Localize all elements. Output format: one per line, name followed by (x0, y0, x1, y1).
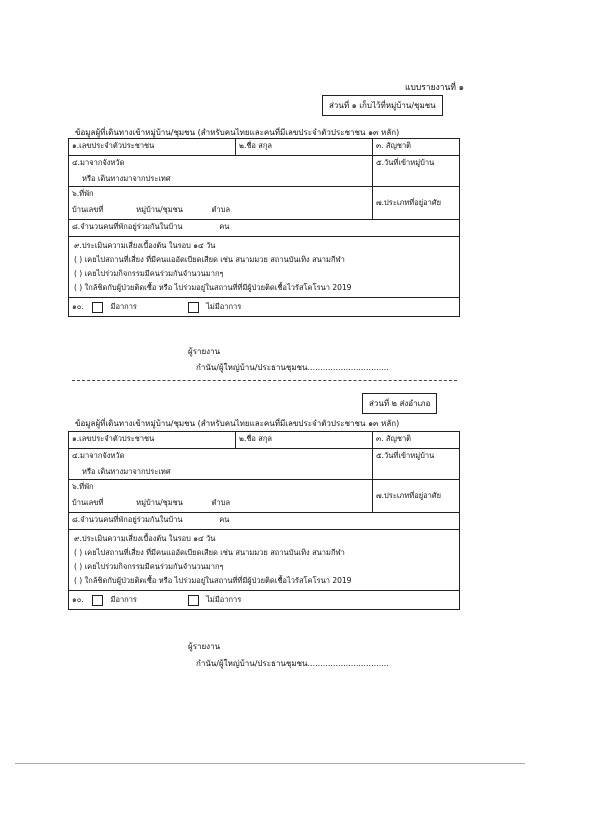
part2-label: ส่วนที่ ๒ ส่งอำเภอ (362, 393, 437, 414)
page-edge-line (15, 763, 525, 764)
village-label: หมู่บ้าน/ชุมชน (136, 498, 183, 507)
arrival-date-field[interactable] (373, 449, 460, 480)
symptom-yes-checkbox[interactable] (92, 595, 103, 606)
subdistrict-label: ตำบล (211, 498, 231, 507)
nationality-label: ๓. สัญชาติ (376, 141, 412, 150)
risk-option-contact[interactable]: ( ) ใกล้ชิดกับผู้ป่วยติดเชื้อ หรือ ไปร่วมอยู่ในสถานที่ที่มีผู้ป่วยติดเชื้อไวรัสโคโรนา 2019 (74, 576, 352, 585)
symptom-yes-label: มีอาการ (110, 302, 137, 311)
cohabitants-label: ๘.จำนวนคนที่พักอยู่ร่วมกันในบ้าน (72, 222, 183, 231)
subdistrict-label: ตำบล (211, 205, 231, 214)
origin-field[interactable] (69, 449, 373, 480)
residence-type-field[interactable] (373, 480, 460, 513)
arrival-date-label: ๕.วันที่เข้าหมู่บ้าน (376, 451, 435, 460)
risk-option-crowded[interactable]: ( ) เคยไปสถานที่เสี่ยง ที่มีคนแออัดเบียดเสียด เช่น สนามมวย สถานบันเทิง สนามกีฬา (74, 255, 345, 264)
id-number-field[interactable] (69, 139, 236, 156)
part1-label: ส่วนที่ ๑ เก็บไว้ที่หมู่บ้าน/ชุมชน (322, 95, 443, 116)
nationality-label: ๓. สัญชาติ (376, 434, 412, 443)
from-country-label: หรือ เดินทางมาจากประเทศ (82, 174, 171, 183)
part2-caption: ข้อมูลผู้ที่เดินทางเข้าหมู่บ้าน/ชุมชน (สำหรับคนไทยและคนที่มีเลขประจำตัวประชาชน ๑๓ หลัก) (75, 419, 400, 428)
risk-option-contact[interactable]: ( ) ใกล้ชิดกับผู้ป่วยติดเชื้อ หรือ ไปร่วมอยู่ในสถานที่ที่มีผู้ป่วยติดเชื้อไวรัสโคโรนา 2019 (74, 283, 352, 292)
part1-caption: ข้อมูลผู้ที่เดินทางเข้าหมู่บ้าน/ชุมชน (สำหรับคนไทยและคนที่มีเลขประจำตัวประชาชน ๑๓ หลัก) (75, 128, 400, 137)
part1-form (68, 138, 460, 317)
symptom-yes-label: มีอาการ (110, 595, 137, 604)
lodging-label: ๖.ที่พัก (72, 482, 94, 491)
lodging-field[interactable] (69, 480, 373, 513)
arrival-date-label: ๕.วันที่เข้าหมู่บ้าน (376, 158, 435, 167)
id-number-field[interactable] (69, 432, 236, 449)
part1-signer[interactable]: กำนัน/ผู้ใหญ่บ้าน/ประธานชุมชน................................ (196, 363, 389, 372)
risk-option-gathering[interactable]: ( ) เคยไปร่วมกิจกรรมมีคนร่วมกันจำนวนมากๆ (74, 562, 224, 571)
part2-form (68, 431, 460, 610)
symptom-none-checkbox[interactable] (188, 302, 199, 313)
from-country-label: หรือ เดินทางมาจากประเทศ (82, 467, 171, 476)
symptom-none-checkbox[interactable] (188, 595, 199, 606)
residence-type-label: ๗.ประเภทที่อยู่อาศัย (376, 491, 442, 500)
cohabitants-field[interactable] (69, 220, 460, 237)
cut-line (72, 380, 457, 381)
lodging-label: ๖.ที่พัก (72, 189, 94, 198)
risk-title: ๙.ประเมินความเสี่ยงเบื้องต้น ในรอบ ๑๔ วัน (74, 534, 216, 543)
house-no-label: บ้านเลขที่ (72, 498, 104, 507)
nationality-field[interactable] (373, 432, 460, 449)
symptom-number: ๑๐. (72, 595, 84, 604)
part2-reporter-label: ผู้รายงาน (188, 642, 221, 651)
risk-option-crowded[interactable]: ( ) เคยไปสถานที่เสี่ยง ที่มีคนแออัดเบียดเสียด เช่น สนามมวย สถานบันเทิง สนามกีฬา (74, 548, 345, 557)
symptom-yes-checkbox[interactable] (92, 302, 103, 313)
residence-type-label: ๗.ประเภทที่อยู่อาศัย (376, 198, 442, 207)
part2-signer[interactable]: กำนัน/ผู้ใหญ่บ้าน/ประธานชุมชน................................ (196, 659, 389, 668)
cohabitants-label: ๘.จำนวนคนที่พักอยู่ร่วมกันในบ้าน (72, 515, 183, 524)
name-field[interactable] (236, 432, 373, 449)
lodging-field[interactable] (69, 187, 373, 220)
id-number-label: ๑.เลขประจำตัวประชาชน (72, 141, 155, 150)
name-field[interactable] (236, 139, 373, 156)
arrival-date-field[interactable] (373, 156, 460, 187)
symptom-number: ๑๐. (72, 302, 84, 311)
from-province-label: ๔.มาจากจังหวัด (72, 451, 125, 460)
village-label: หมู่บ้าน/ชุมชน (136, 205, 183, 214)
symptom-row (69, 591, 460, 610)
residence-type-field[interactable] (373, 187, 460, 220)
risk-assessment (69, 237, 460, 298)
part1-reporter-label: ผู้รายงาน (188, 347, 221, 356)
symptom-row (69, 298, 460, 317)
form-number: แบบรายงานที่ ๑ (405, 83, 465, 93)
risk-assessment (69, 530, 460, 591)
house-no-label: บ้านเลขที่ (72, 205, 104, 214)
risk-option-gathering[interactable]: ( ) เคยไปร่วมกิจกรรมมีคนร่วมกันจำนวนมากๆ (74, 269, 224, 278)
persons-unit-label: คน (219, 222, 230, 231)
name-label: ๒.ชื่อ สกุล (239, 434, 273, 443)
id-number-label: ๑.เลขประจำตัวประชาชน (72, 434, 155, 443)
from-province-label: ๔.มาจากจังหวัด (72, 158, 125, 167)
cohabitants-field[interactable] (69, 513, 460, 530)
risk-title: ๙.ประเมินความเสี่ยงเบื้องต้น ในรอบ ๑๔ วัน (74, 241, 216, 250)
nationality-field[interactable] (373, 139, 460, 156)
persons-unit-label: คน (219, 515, 230, 524)
symptom-none-label: ไม่มีอาการ (206, 595, 242, 604)
name-label: ๒.ชื่อ สกุล (239, 141, 273, 150)
symptom-none-label: ไม่มีอาการ (206, 302, 242, 311)
origin-field[interactable] (69, 156, 373, 187)
